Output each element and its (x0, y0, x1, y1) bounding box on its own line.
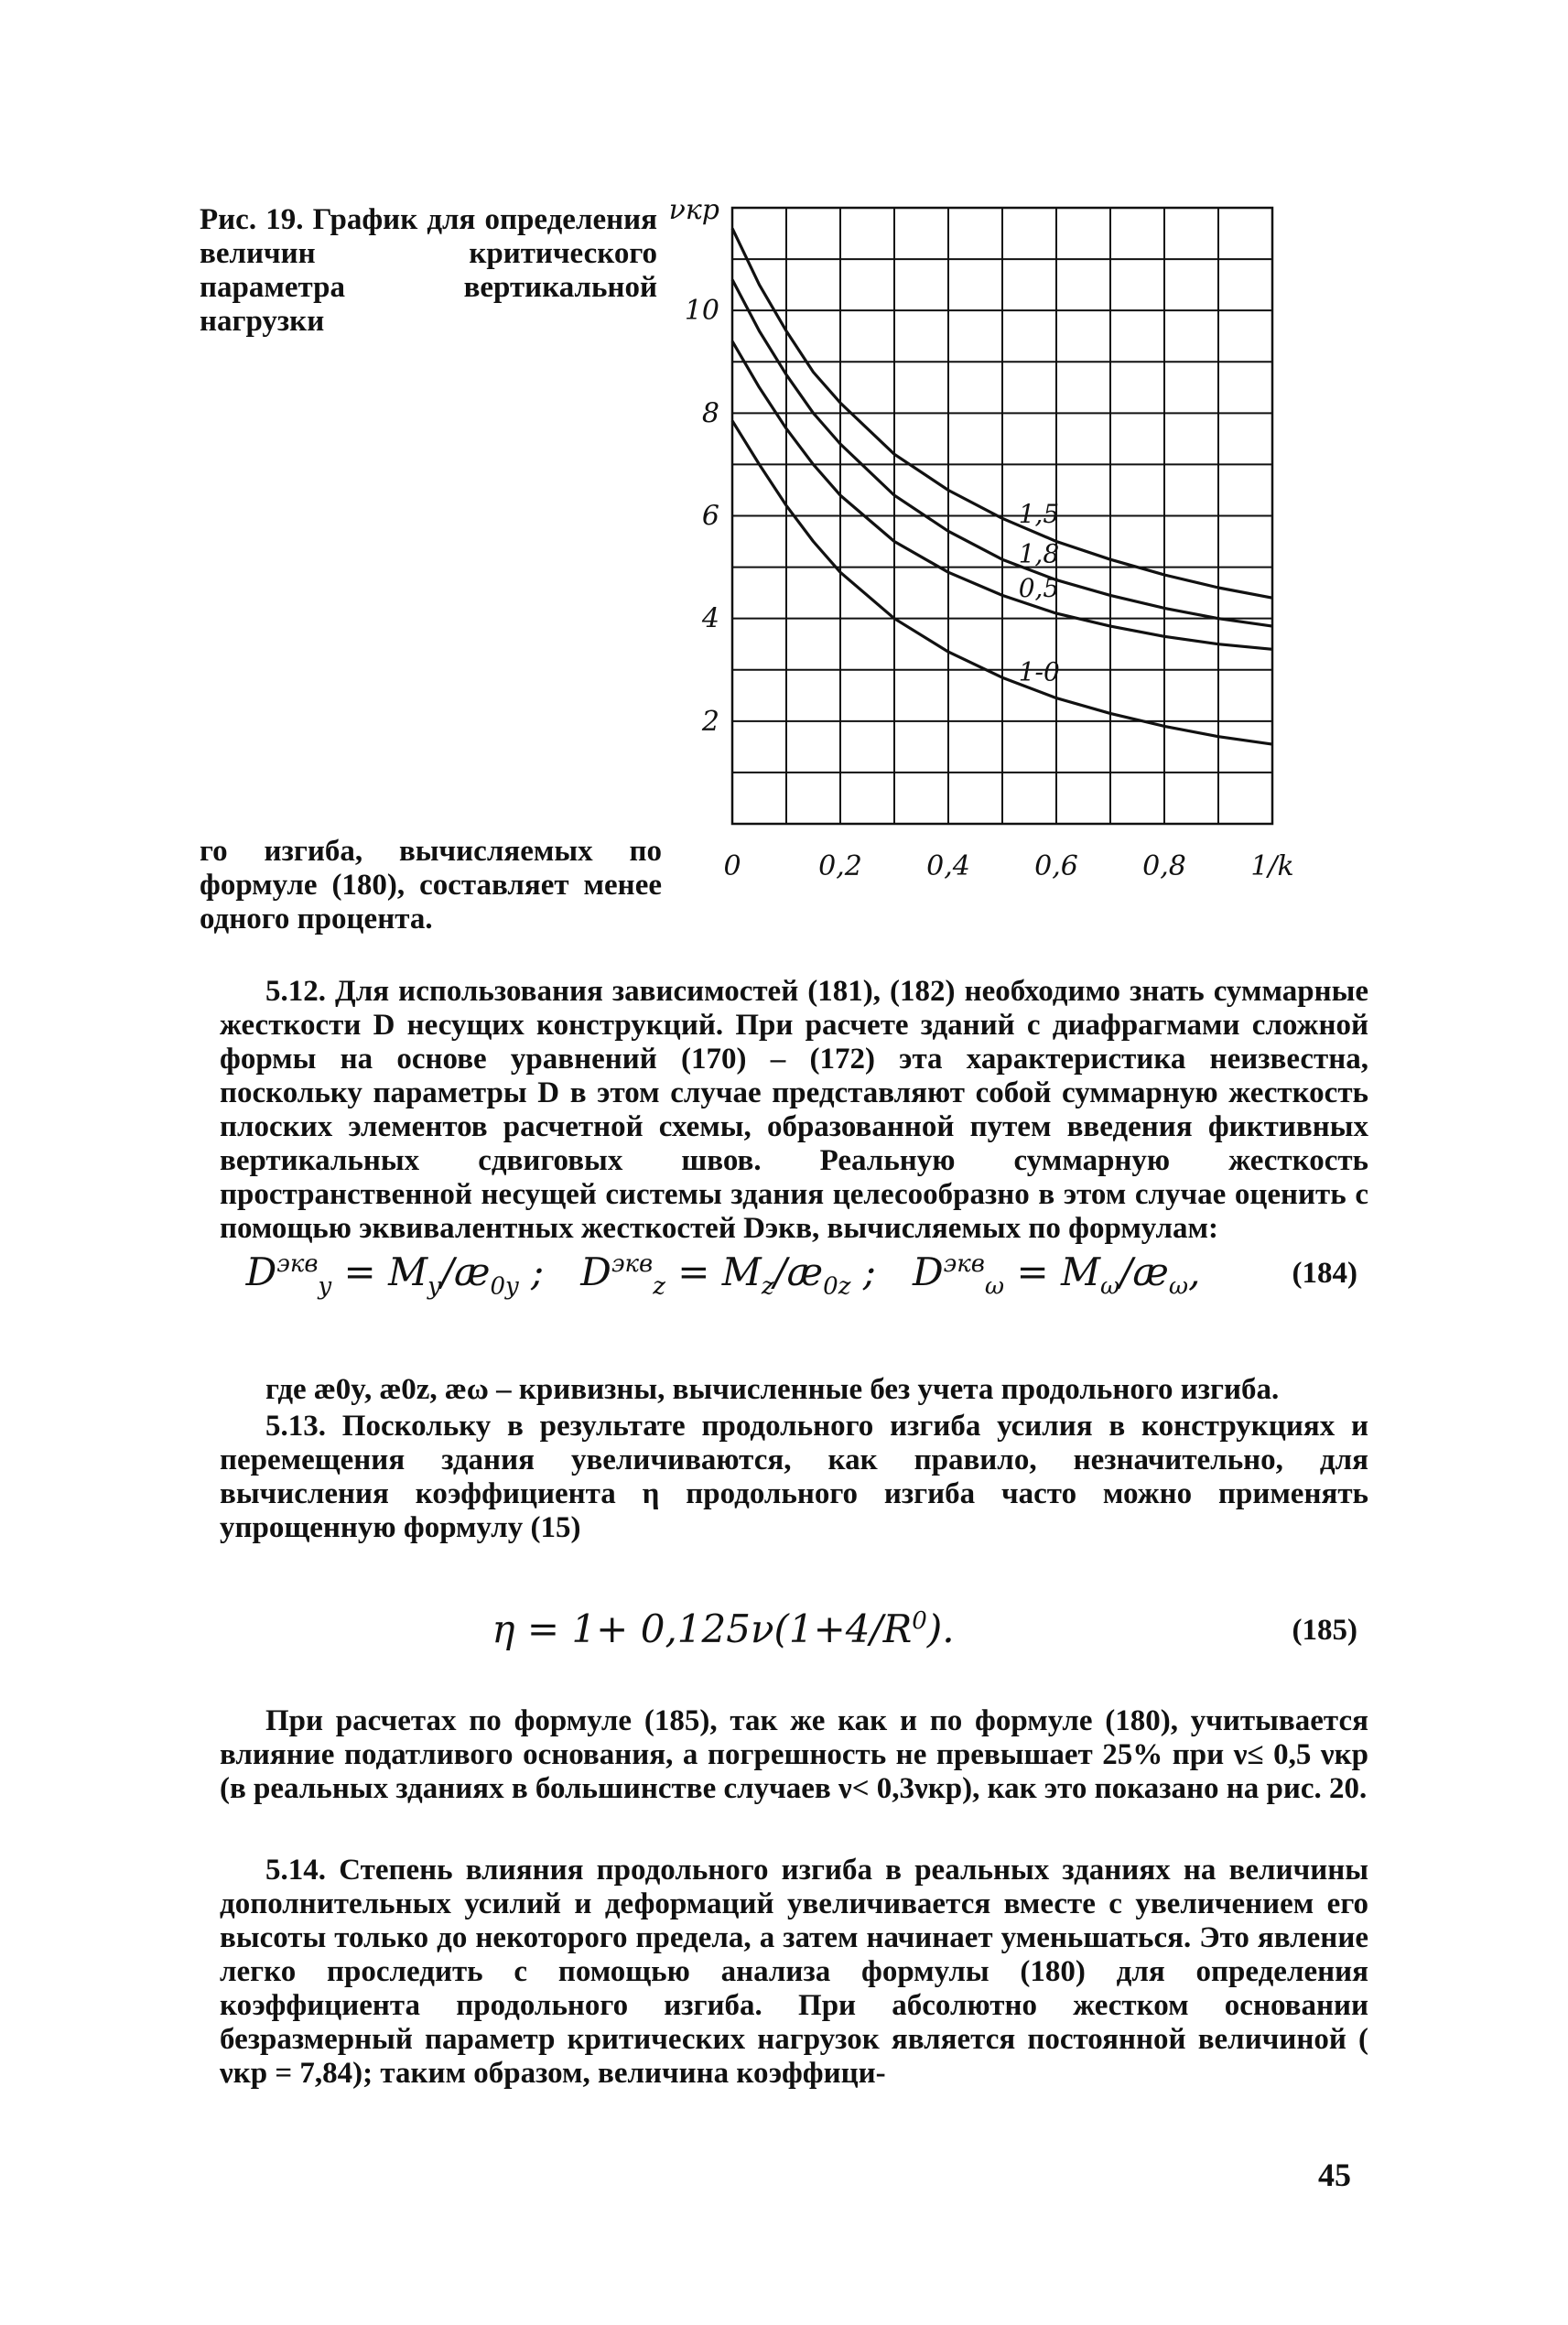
x-tick-label: 0,2 (818, 850, 862, 882)
figure-caption: Рис. 19. График для определения величин критического параметра вертикальной нагрузки (200, 203, 657, 338)
formula-184 (220, 1240, 1368, 1314)
paragraph-after-185 (220, 1704, 1368, 1806)
curve-label: 0,5 (1018, 573, 1060, 604)
formula-185-expression: $\eta = 1+ 0,125\nu(1+4/R^0)$. (492, 1606, 955, 1651)
side-text: го изгиба, вычисляемых по формуле (180), составляет менее одного процента. (200, 835, 662, 935)
y-tick-label: 4 (701, 602, 719, 635)
curve-label: 1,5 (1018, 498, 1060, 529)
section-5-12 (220, 975, 1368, 1246)
x-tick-label: 1/k (1250, 850, 1294, 882)
where-block (220, 1373, 1368, 1407)
paragraph-after-185-text: При расчетах по формуле (185), так же как и по формуле (180), учитывается влияние податливого основания, а погрешность не превышает 25% при ν≤ 0,5 νкр (в реальных зданиях в большинстве случаев ν< 0,3νкр), как это показано на рис. 20. (220, 1704, 1368, 1805)
x-tick-label: 0,4 (926, 850, 970, 882)
section-5-13-text: 5.13. Поскольку в результате продольного изгиба усилия в конструкциях и перемещения здания увеличиваются, как правило, незначительно, для вычисления коэффициента η продольного изгиба часто можно применять упрощенную формулу (15) (220, 1410, 1368, 1544)
formula-185-number: (185) (1292, 1614, 1357, 1647)
section-5-12-text: 5.12. Для использования зависимостей (181), (182) необходимо знать суммарные жесткости D несущих конструкций. При расчете зданий с диафрагмами сложной формы на основе уравнений (170) – (172) эта характеристика неизвестна, поскольку параметры D в этом случае представляют собой суммарную жесткость плоских элементов расчетной схемы, образованной путем введения фиктивных вертикальных сдвиговых швов. Реальную суммарную жесткость пространственной несущей системы здания целесообразно в этом случае оценить с помощью эквивалентных жесткостей Dэкв, вычисляемых по формулам: (220, 975, 1368, 1245)
section-5-14-text: 5.14. Степень влияния продольного изгиба в реальных зданиях на величины дополнительных усилий и деформаций увеличивается вместе с увеличением его высоты только до некоторого предела, а затем начинает уменьшаться. Это явление легко проследить с помощью анализа формулы (180) для определения коэффициента продольного изгиба. При абсолютно жестком основании безразмерный параметр критических нагрузок является постоянной величиной ( νкр = 7,84); таким образом, величина коэффици- (220, 1854, 1368, 2090)
formula-184-expression: $D^{экв}_y$ = $M_y/æ_{0y}$ ; $D^{экв}_z$ = $M_z/æ_{0z}$ ; $D^{экв}_\omega$ = $M_\omega/æ_\omega$, (245, 1249, 1201, 1301)
chart-svg (668, 194, 1382, 957)
y-axis-label: νкр (668, 194, 719, 226)
y-tick-label: 8 (701, 397, 719, 430)
formula-184-number: (184) (1292, 1257, 1357, 1290)
section-5-13 (220, 1410, 1368, 1545)
x-tick-label: 0,8 (1142, 850, 1186, 882)
y-tick-label: 2 (701, 705, 719, 738)
y-tick-label: 10 (684, 295, 719, 328)
formula-185 (220, 1597, 1368, 1671)
section-5-14 (220, 1854, 1368, 2091)
chart-labels (669, 194, 1294, 882)
where-line: где æ0y, æ0z, æω – кривизны, вычисленные без учета продольного изгиба. (265, 1373, 1280, 1406)
curve-label: 1,8 (1018, 538, 1060, 569)
x-tick-label: 0 (723, 850, 741, 882)
y-tick-label: 6 (701, 500, 719, 533)
critical-load-chart (668, 194, 1382, 957)
page-number: 45 (1318, 2157, 1351, 2193)
x-tick-label: 0,6 (1034, 850, 1078, 882)
curve-label: 1-0 (1018, 656, 1060, 687)
